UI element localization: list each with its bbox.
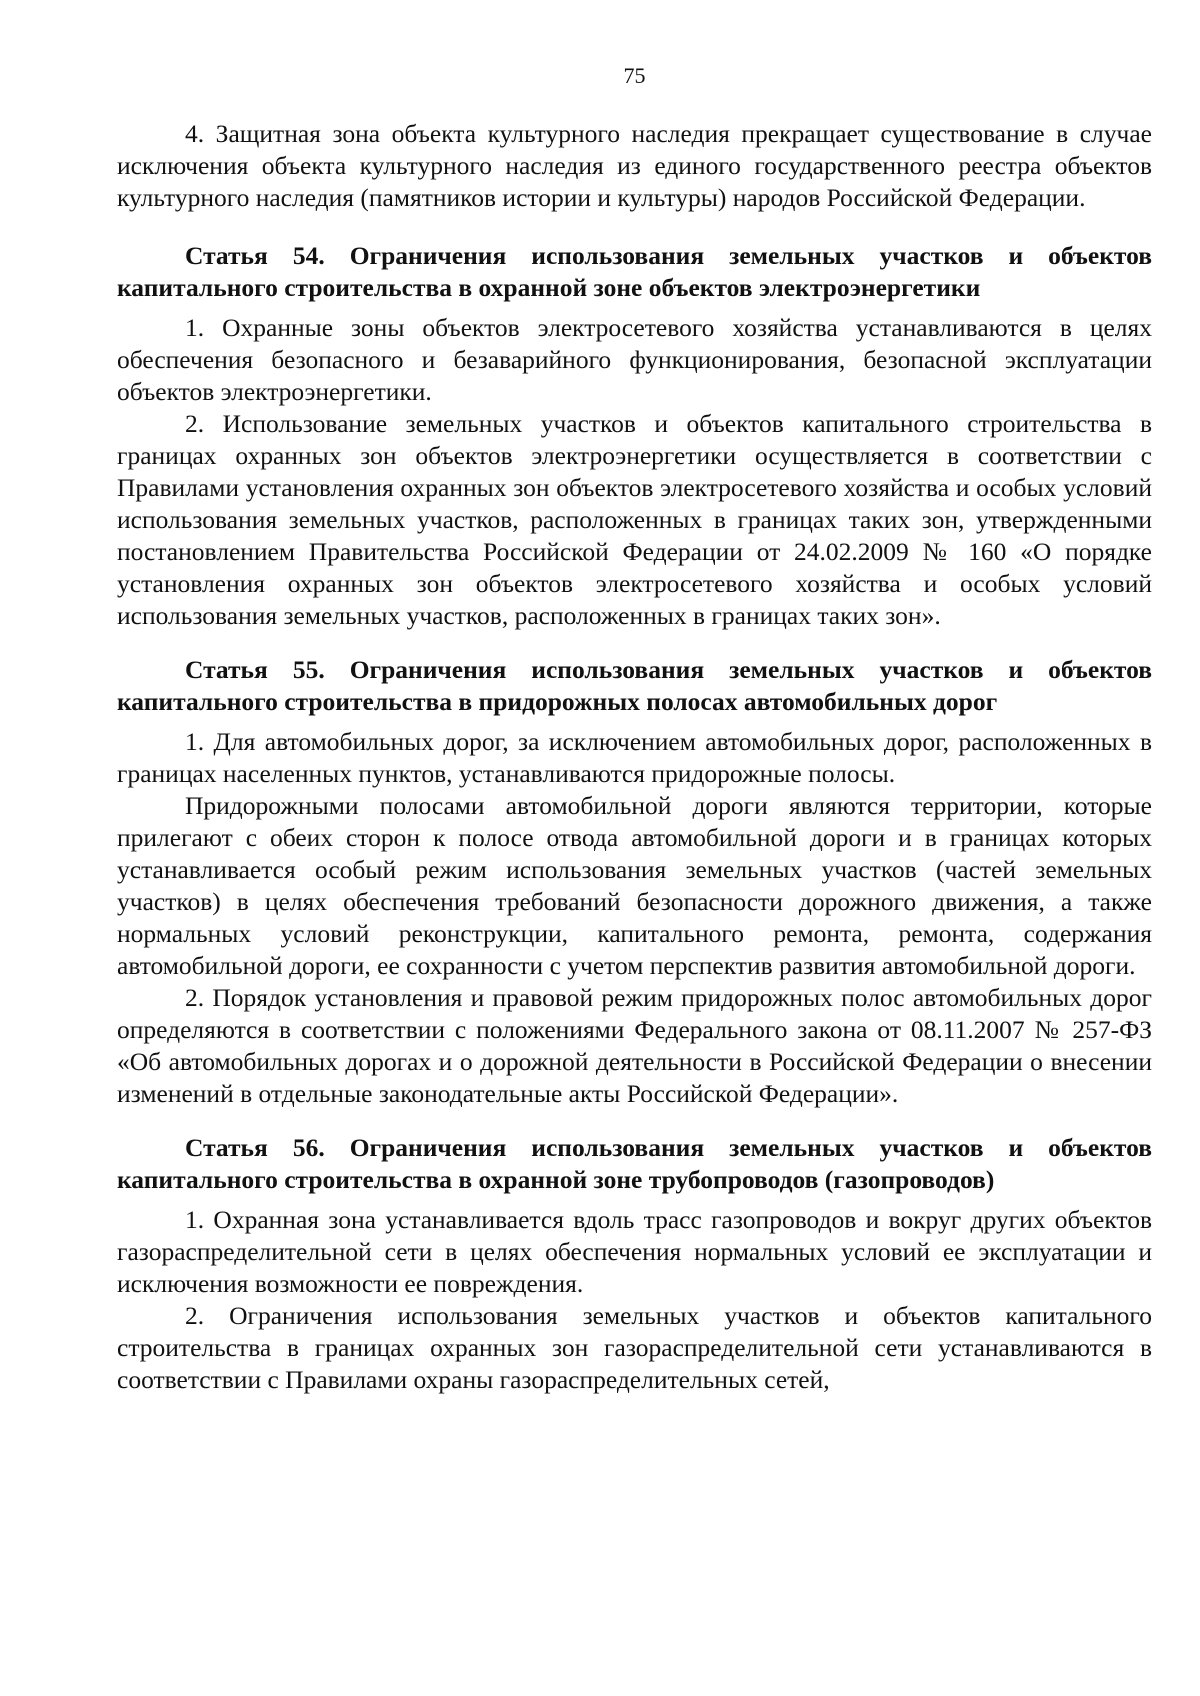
article-54-paragraph-2: 2. Использование земельных участков и объектов капитального строительства в границах охранных зон объектов электроэнергетики осуществляется в соответствии с Правилами установления охранных зон объектов электросетевого хозяйства и особых условий использования земельных участков, расположенных в границах таких зон, утвержденными постановлением Правительства Российской Федерации от 24.02.2009 № 160 «О порядке установления охранных зон объектов электросетевого хозяйства и особых условий использования земельных участков, расположенных в границах таких зон». (117, 409, 1152, 630)
article-54-title: Статья 54. Ограничения использования земельных участков и объектов капитального строительства в охранной зоне объектов электроэнергетики (117, 241, 1152, 302)
article-56-title: Статья 56. Ограничения использования земельных участков и объектов капитального строительства в охранной зоне трубопроводов (газопроводов) (117, 1133, 1152, 1194)
article-54-paragraph-1: 1. Охранные зоны объектов электросетевого хозяйства устанавливаются в целях обеспечения безопасного и безаварийного функционирования, безопасной эксплуатации объектов электроэнергетики. (117, 313, 1152, 406)
article-56-paragraph-1: 1. Охранная зона устанавливается вдоль трасс газопроводов и вокруг других объектов газораспределительной сети в целях обеспечения нормальных условий ее эксплуатации и исключения возможности ее повреждения. (117, 1205, 1152, 1298)
article-55-paragraph-1-continued: Придорожными полосами автомобильной дороги являются территории, которые прилегают с обеих сторон к полосе отвода автомобильной дороги и в границах которых устанавливается особый режим использования земельных участков (частей земельных участков) в целях обеспечения требований безопасности дорожного движения, а также нормальных условий реконструкции, капитального ремонта, ремонта, содержания автомобильной дороги, ее сохранности с учетом перспектив развития автомобильной дороги. (117, 791, 1152, 980)
article-55-paragraph-1: 1. Для автомобильных дорог, за исключением автомобильных дорог, расположенных в границах населенных пунктов, устанавливаются придорожные полосы. (117, 727, 1152, 788)
article-56-paragraph-2: 2. Ограничения использования земельных участков и объектов капитального строительства в границах охранных зон газораспределительной сети устанавливаются в соответствии с Правилами охраны газораспределительных сетей, (117, 1301, 1152, 1394)
document-page (117, 60, 1152, 1396)
page-number: 75 (623, 63, 646, 88)
article-55-title: Статья 55. Ограничения использования земельных участков и объектов капитального строительства в придорожных полосах автомобильных дорог (117, 655, 1152, 716)
paragraph-4-heritage-zone: 4. Защитная зона объекта культурного наследия прекращает существование в случае исключения объекта культурного наследия из единого государственного реестра объектов культурного наследия (памятников истории и культуры) народов Российской Федерации. (117, 119, 1152, 212)
article-55-paragraph-2: 2. Порядок установления и правовой режим придорожных полос автомобильных дорог определяются в соответствии с положениями Федерального закона от 08.11.2007 № 257-ФЗ «Об автомобильных дорогах и о дорожной деятельности в Российской Федерации о внесении изменений в отдельные законодательные акты Российской Федерации». (117, 983, 1152, 1108)
